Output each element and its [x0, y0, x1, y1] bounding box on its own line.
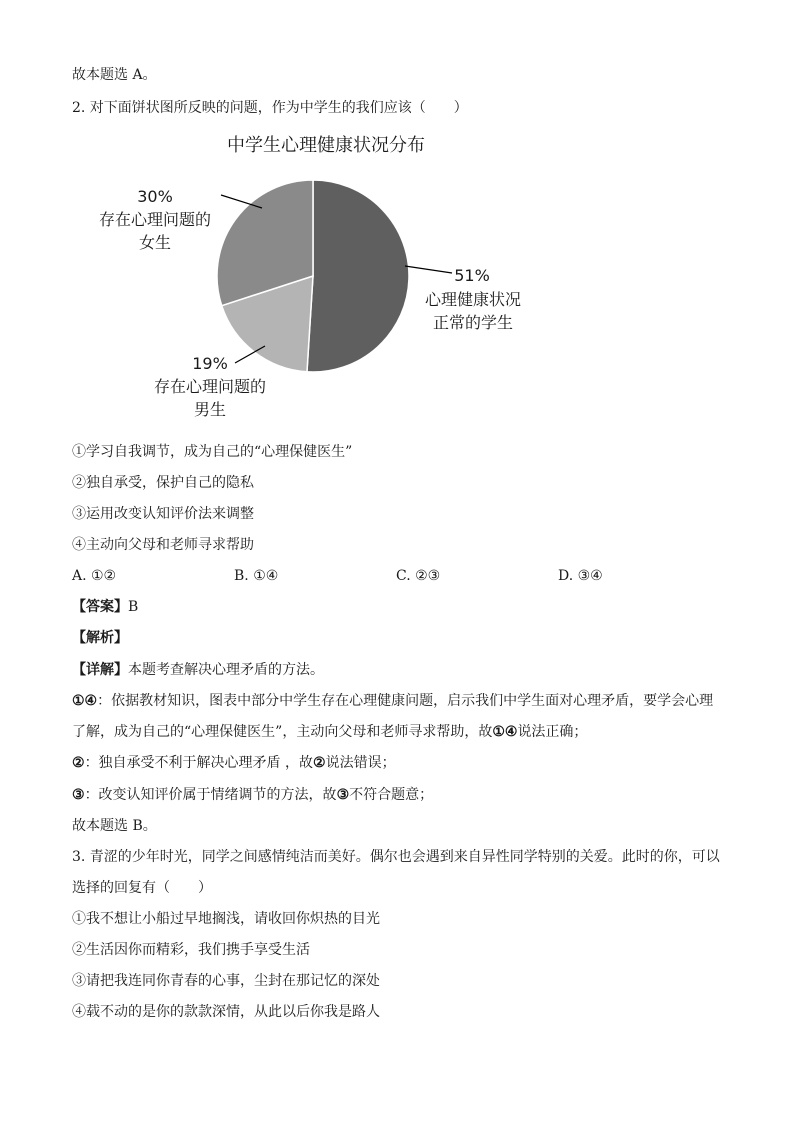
explanation-3	[72, 785, 433, 805]
label-30-percent: 30%	[137, 187, 173, 206]
q3-item-4: ④载不动的是你的款款深情，从此以后你我是路人	[72, 1004, 380, 1020]
q2-option-d: D. ③④	[558, 568, 603, 584]
explanation-2-text-2: 说法错误；	[325, 755, 396, 771]
q2-option-c: C. ②③	[396, 568, 441, 584]
q2-item-2: ②独自承受，保护自己的隐私	[72, 475, 254, 491]
label-19-line2: 男生	[193, 400, 226, 419]
q3-item-3: ③请把我连同你青春的心事，尘封在那记忆的深处	[72, 973, 380, 989]
label-30-line2: 女生	[138, 233, 171, 252]
label-51-percent: 51%	[454, 266, 490, 285]
label-30-line1: 存在心理问题的	[98, 210, 211, 229]
explanation-1-line2	[72, 722, 587, 742]
explanation-3-key-2: ③	[336, 787, 350, 803]
q2-item-1: ①学习自我调节，成为自己的“心理保健医生”	[72, 444, 353, 460]
chart-title: 中学生心理健康状况分布	[227, 135, 425, 156]
label-19-line1: 存在心理问题的	[153, 377, 266, 396]
explanation-3-text-2: 不符合题意；	[349, 787, 434, 803]
explanation-1-text-3: 说法正确；	[517, 724, 588, 740]
answer-line	[72, 597, 138, 617]
explanation-3-key: ③	[72, 787, 85, 803]
detail-label: 【详解】	[72, 662, 128, 678]
detail-text: 本题考查解决心理矛盾的方法。	[128, 662, 324, 678]
previous-conclusion: 故本题选 A。	[72, 67, 157, 83]
answer-label: 【答案】	[72, 599, 128, 615]
q2-option-a: A. ①②	[72, 568, 117, 584]
question-2-stem: 2. 对下面饼状图所反映的问题，作为中学生的我们应该（ ）	[72, 100, 468, 116]
q2-item-3: ③运用改变认知评价法来调整	[72, 506, 254, 522]
label-19-percent: 19%	[192, 354, 228, 373]
explanation-1-text: ：依据教材知识，图表中部分中学生存在心理健康问题，启示我们中学生面对心理矛盾，要学会心理	[97, 693, 714, 709]
question-3-stem-1: 3. 青涩的少年时光，同学之间感情纯洁而美好。偶尔也会遇到来自异性同学特别的关爱。此时的你，可以	[72, 849, 720, 865]
explanation-2-key-2: ②	[313, 755, 326, 771]
explanation-2-key: ②	[72, 755, 85, 771]
label-51-line1: 心理健康状况	[424, 290, 521, 309]
explanation-1-key: ①④	[72, 693, 98, 709]
pie-slice-51	[307, 180, 409, 372]
q3-item-1: ①我不想让小船过早地搁浅，请收回你炽热的目光	[72, 911, 380, 927]
q2-item-4: ④主动向父母和老师寻求帮助	[72, 537, 254, 553]
analysis-label: 【解析】	[72, 630, 128, 646]
explanation-2-text: ：独自承受不利于解决心理矛盾 ，故	[84, 755, 314, 771]
detail-line	[72, 660, 324, 680]
q2-conclusion: 故本题选 B。	[72, 818, 157, 834]
q2-option-b: B. ①④	[234, 568, 279, 584]
explanation-1-text-2: 了解，成为自己的“心理保健医生”，主动向父母和老师寻求帮助，故	[72, 724, 493, 740]
explanation-1-line1	[72, 691, 713, 711]
q3-item-2: ②生活因你而精彩，我们携手享受生活	[72, 942, 310, 958]
question-3-stem-2: 选择的回复有（ ）	[72, 880, 212, 896]
explanation-2	[72, 753, 396, 773]
label-51-line2: 正常的学生	[432, 313, 513, 332]
explanation-3-text: ：改变认知评价属于情绪调节的方法，故	[84, 787, 337, 803]
explanation-1-key-2: ①④	[492, 724, 518, 740]
answer-value: B	[128, 599, 139, 615]
